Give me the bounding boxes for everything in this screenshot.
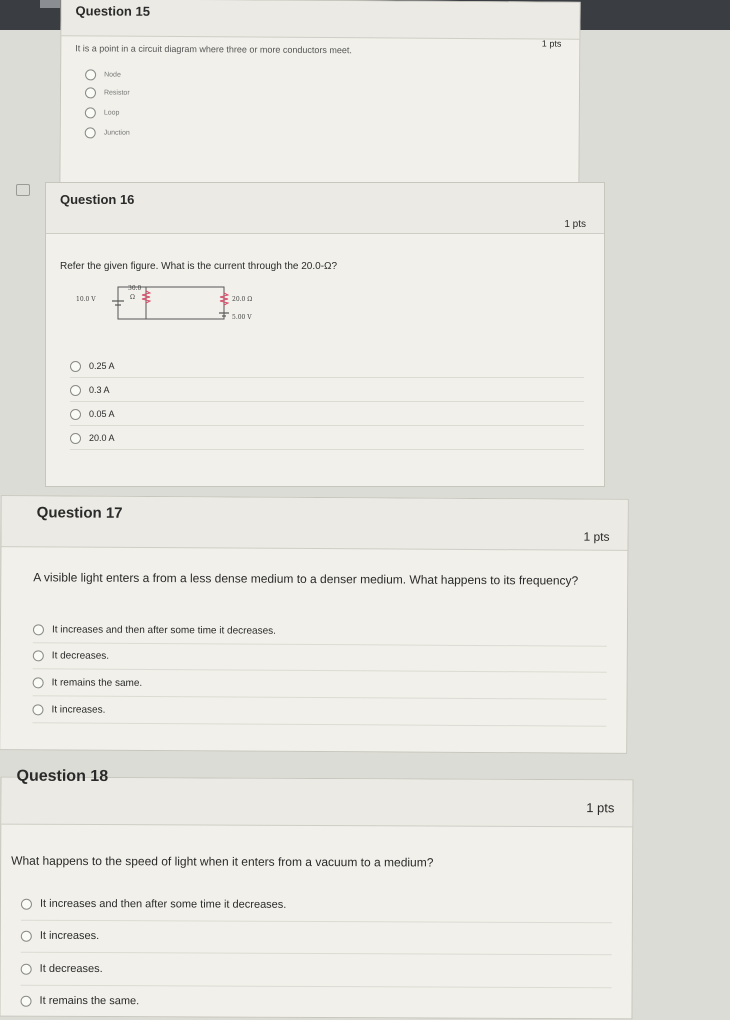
answer-option[interactable]: It increases and then after some time it decreases.: [33, 616, 607, 647]
question-text: A visible light enters a from a less dense medium to a denser medium. What happens to its frequency?: [33, 570, 579, 588]
question-title: Question 18: [16, 767, 109, 786]
radio-button[interactable]: [85, 87, 96, 98]
answer-option[interactable]: It remains the same.: [20, 985, 611, 1020]
circuit-diagram: [76, 281, 266, 331]
circuit-label: 5.00 V: [232, 314, 252, 321]
question-text: Refer the given figure. What is the current through the 20.0-Ω?: [60, 261, 338, 272]
question-points: 1 pts: [564, 219, 586, 230]
question-header: [46, 183, 604, 234]
radio-button[interactable]: [85, 69, 96, 80]
answer-option[interactable]: Loop: [85, 105, 559, 122]
radio-button[interactable]: [33, 677, 44, 688]
answer-option[interactable]: Junction: [85, 125, 559, 142]
answer-option[interactable]: 20.0 A: [70, 427, 584, 450]
radio-button[interactable]: [70, 409, 81, 420]
answer-option[interactable]: It decreases.: [33, 642, 607, 673]
browser-tab-chip[interactable]: [40, 0, 60, 8]
radio-button[interactable]: [85, 127, 96, 138]
question-points: 1 pts: [583, 529, 610, 544]
circuit-label: 20.0 Ω: [232, 296, 253, 303]
answer-option[interactable]: 0.3 A: [70, 379, 584, 402]
question-points: 1 pts: [586, 800, 615, 816]
radio-button[interactable]: [21, 963, 32, 974]
radio-button[interactable]: [21, 898, 32, 909]
question-header: [1, 496, 627, 551]
radio-button[interactable]: [33, 650, 44, 661]
question-header: [61, 0, 579, 49]
question-text: What happens to the speed of light when it enters from a vacuum to a medium?: [11, 853, 434, 870]
radio-button[interactable]: [70, 385, 81, 396]
question-title: Question 15: [75, 3, 151, 19]
radio-button[interactable]: [32, 704, 43, 715]
answer-option[interactable]: 0.25 A: [70, 355, 584, 378]
flag-question-icon[interactable]: [16, 184, 30, 196]
answer-option[interactable]: It decreases.: [21, 953, 612, 989]
question-18-card: [0, 767, 634, 1020]
question-text: It is a point in a circuit diagram where three or more conductors meet.: [75, 43, 352, 56]
radio-button[interactable]: [70, 361, 81, 372]
answer-option[interactable]: It increases.: [32, 696, 606, 727]
radio-button[interactable]: [33, 624, 44, 635]
answer-option[interactable]: It increases and then after some time it decreases.: [21, 888, 612, 924]
radio-button[interactable]: [21, 995, 32, 1006]
question-17-card: [0, 495, 629, 754]
answer-option[interactable]: It remains the same.: [33, 669, 607, 700]
answer-option[interactable]: Node: [85, 67, 559, 84]
circuit-label: 30.0: [128, 285, 142, 292]
answer-option[interactable]: It increases.: [21, 920, 612, 956]
question-15-card: [59, 0, 580, 187]
answer-option[interactable]: 0.05 A: [70, 403, 584, 426]
radio-button[interactable]: [70, 433, 81, 444]
question-points: 1 pts: [541, 38, 562, 49]
answer-option[interactable]: Resistor: [85, 85, 559, 102]
question-16-card: [45, 182, 605, 487]
question-header: [1, 767, 632, 828]
radio-button[interactable]: [21, 930, 32, 941]
question-title: Question 16: [60, 192, 135, 207]
radio-button[interactable]: [85, 107, 96, 118]
circuit-label: 10.0 V: [76, 296, 96, 303]
question-title: Question 17: [36, 504, 123, 522]
circuit-label: Ω: [130, 294, 135, 301]
